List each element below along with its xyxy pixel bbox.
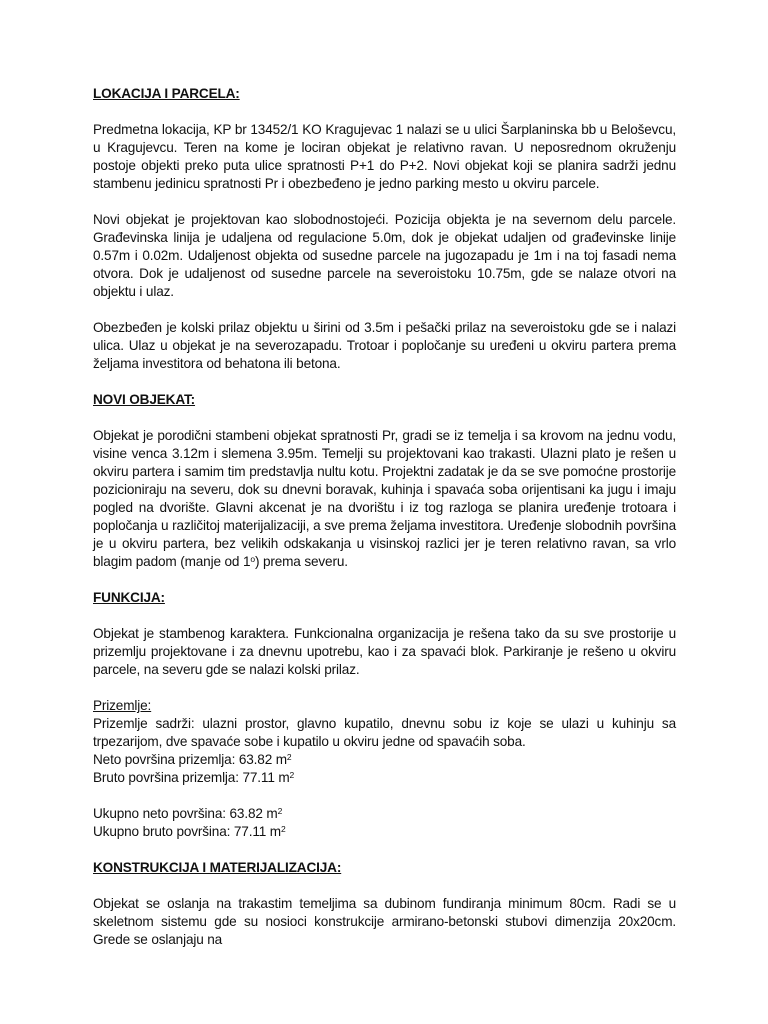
- paragraph-novi-objekat-end: ) prema severu.: [254, 554, 348, 569]
- prizemlje-label: Prizemlje:: [93, 698, 152, 713]
- section-heading-funkcija: FUNKCIJA:: [93, 590, 165, 605]
- unit-superscript: 2: [280, 824, 286, 834]
- ukupno-bruto-povrsina: [93, 823, 676, 841]
- paragraph-funkcija-1: Objekat je stambenog karaktera. Funkcionalna organizacija je rešena tako da su sve prostorije u prizemlju projektovane i za dnevnu upotrebu, kao i za spavaći blok. Parkiranje je rešeno u okviru parcele, na severu gde se nalazi kolski prilaz.: [93, 626, 676, 677]
- paragraph-novi-objekat-text: Objekat je porodični stambeni objekat spratnosti Pr, gradi se iz temelja i sa krovom na jednu vodu, visine venca 3.12m i slemena 3.95m. Temelji su projektovani kao trakasti. Ulazni plato je rešen u okviru partera i samim tim predstavlja nultu kotu. Projektni zadatak je da se sve pomoćne prostorije pozicioniraju na severu, dok su dnevni boravak, kuhinja i spavaća soba orijentisani ka jugu i imaju pogled na dvorište. Glavni akcenat je na dvorištu i iz tog razloga se planira uređenje trotoara i popločanja u različitoj materijalizaciji, a sve prema željama investitora. Uređenje slobodnih površina je u okviru partera, bez velikih odskakanja u visinskoj razlici jer je teren relativno ravan, sa vrlo blagim padom (manje od 1: [93, 428, 676, 569]
- paragraph-lokacija-3: Obezbeđen je kolski prilaz objektu u širini od 3.5m i pešački prilaz na severoistoku gde se i nalazi ulica. Ulaz u objekat je na severozapadu. Trotoar i popločanje su uređeni u okviru partera prema željama investitora od behatona ili betona.: [93, 320, 676, 371]
- paragraph-lokacija-2: Novi objekat je projektovan kao slobodnostojeći. Pozicija objekta je na severnom delu parcele. Građevinska linija je udaljena od regulacione 5.0m, dok je objekat udaljen od građevinske linije 0.57m i 0.02m. Udaljenost objekta od susedne parcele na jugozapadu je 1m i na toj fasadi nema otvora. Dok je udaljenost od susedne parcele na severoistoku 10.75m, gde se nalaze otvori na objektu i ulaz.: [93, 212, 676, 299]
- section-heading-novi-objekat: NOVI OBJEKAT:: [93, 392, 196, 407]
- unit-superscript: 2: [277, 806, 283, 816]
- degree-superscript: o: [250, 554, 255, 564]
- paragraph-lokacija-1: Predmetna lokacija, KP br 13452/1 KO Kragujevac 1 nalazi se u ulici Šarplaninska bb u Beloševcu, u Kragujevcu. Teren na kome je lociran objekat je relativno ravan. U neposrednom okruženju postoje objekti preko puta ulice spratnosti P+1 do P+2. Novi objekat koji se planira sadrži jednu stambenu jedinicu spratnosti Pr i obezbeđeno je jedno parking mesto u okviru parcele.: [93, 122, 676, 191]
- bruto-povrsina-prizemlja: [93, 769, 676, 787]
- section-heading-konstrukcija: KONSTRUKCIJA I MATERIJALIZACIJA:: [93, 860, 342, 875]
- prizemlje-block: [93, 697, 676, 787]
- bruto-povrsina-prizemlja-text: Bruto površina prizemlja: 77.11 m: [93, 770, 290, 785]
- prizemlje-description: Prizemlje sadrži: ulazni prostor, glavno kupatilo, dnevnu sobu iz koje se ulazi u kuhinju sa trpezarijom, dve spavaće sobe i kupatilo u okviru jedne od spavaćih soba.: [93, 716, 676, 749]
- paragraph-konstrukcija-1: Objekat se oslanja na trakastim temeljima sa dubinom fundiranja minimum 80cm. Radi se u skeletnom sistemu gde su nosioci konstrukcije armirano-betonski stubovi dimenzija 20x20cm. Grede se oslanjaju na: [93, 896, 676, 947]
- neto-povrsina-prizemlja: [93, 751, 676, 769]
- ukupno-neto-povrsina-text: Ukupno neto površina: 63.82 m: [93, 806, 278, 821]
- document-page: [93, 85, 676, 949]
- ukupno-block: [93, 805, 676, 841]
- ukupno-bruto-povrsina-text: Ukupno bruto površina: 77.11 m: [93, 824, 281, 839]
- neto-povrsina-prizemlja-text: Neto površina prizemlja: 63.82 m: [93, 752, 287, 767]
- section-heading-lokacija: LOKACIJA I PARCELA:: [93, 86, 240, 101]
- unit-superscript: 2: [286, 752, 292, 762]
- unit-superscript: 2: [289, 770, 295, 780]
- paragraph-novi-objekat-1: [93, 427, 676, 571]
- ukupno-neto-povrsina: [93, 805, 676, 823]
